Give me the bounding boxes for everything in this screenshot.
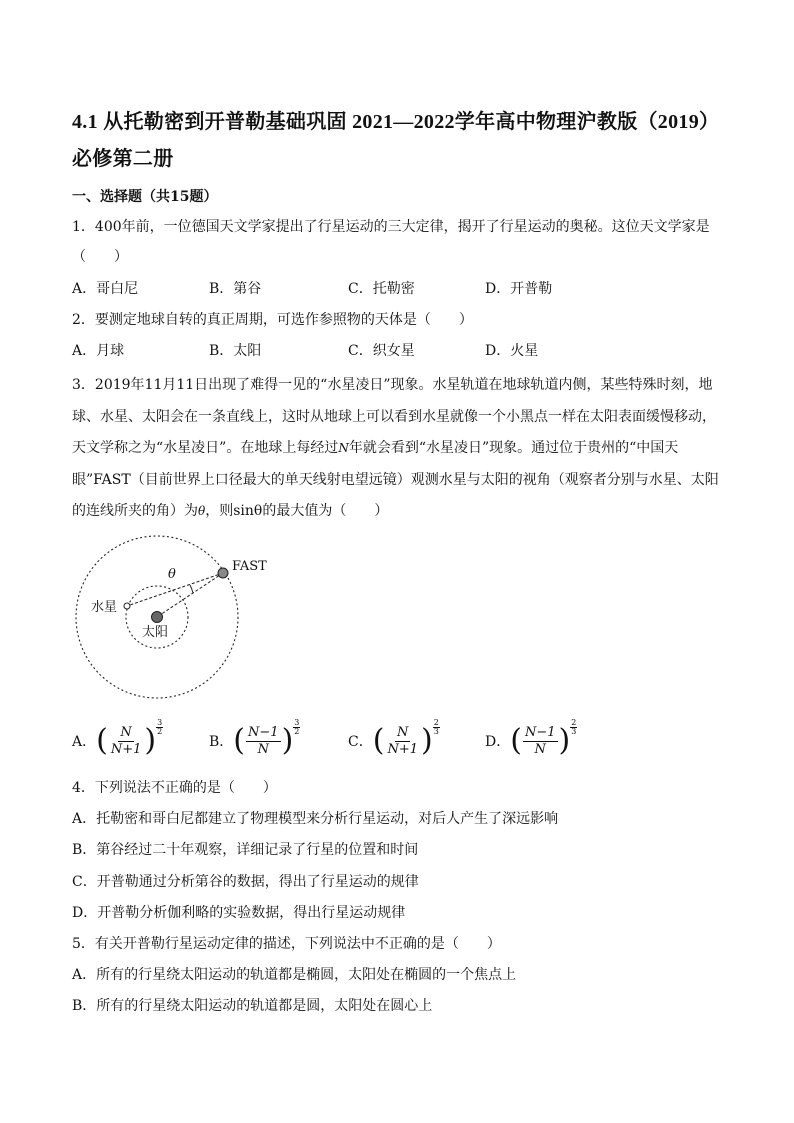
exponent-numerator: 2 — [571, 717, 577, 727]
question-2-option-c: C．织女星 — [348, 343, 415, 359]
fast-icon — [218, 568, 228, 578]
question-5-option-a: A．所有的行星绕太阳运动的轨道都是椭圆，太阳处在椭圆的一个焦点上 — [72, 967, 517, 983]
exponent — [293, 719, 300, 736]
fraction — [523, 725, 558, 758]
question-5-option-b: B．所有的行星绕太阳运动的轨道都是圆，太阳处在圆心上 — [72, 998, 433, 1014]
right-paren: ) — [558, 723, 571, 758]
question-3-option-a — [72, 717, 163, 762]
exponent-numerator: 3 — [157, 717, 163, 727]
fraction — [246, 725, 281, 758]
denominator: N — [534, 741, 546, 757]
left-paren: ( — [372, 723, 385, 758]
question-2-option-a: A．月球 — [72, 343, 125, 359]
question-5-text: 5．有关开普勒行星运动定律的描述，下列说法中不正确的是（ ） — [72, 936, 501, 952]
fraction — [109, 725, 144, 758]
question-1-text: 1．400年前，一位德国天文学家提出了行星运动的三大定律，揭开了行星运动的奥秘。这位天文学家是 — [72, 219, 710, 235]
mercury-icon — [124, 603, 130, 609]
question-3-text-part2: 年就会看到“水星凌日”现象。通过位于贵州的“中国天眼”FAST（目前世界上口径最大的单天线射电望远镜）观测水星与太阳的视角（观察者分别与水星、太阳的连线所夹的角）为 — [72, 440, 719, 519]
question-4-option-c: C．开普勒通过分析第谷的数据，得出了行星运动的规律 — [72, 874, 419, 890]
option-label: B． — [209, 734, 234, 750]
question-4-option-a: A．托勒密和哥白尼都建立了物理模型来分析行星运动，对后人产生了深远影响 — [72, 811, 559, 827]
fraction — [385, 725, 420, 758]
exponent-denominator: 3 — [571, 726, 577, 736]
denominator: N — [257, 741, 269, 757]
denominator: N+1 — [110, 741, 142, 757]
exponent-denominator: 2 — [294, 726, 300, 736]
question-1-paren: （ ） — [72, 249, 128, 265]
question-3-text — [72, 370, 720, 528]
right-paren: ) — [281, 723, 294, 758]
question-3-var-theta: θ — [198, 504, 206, 518]
page-title: 4.1 从托勒密到开普勒基础巩固 2021—2022学年高中物理沪教版（2019）必修第二册 — [72, 111, 720, 170]
left-paren: ( — [510, 723, 522, 758]
question-1-option-c: C．托勒密 — [348, 281, 415, 297]
question-4-option-d: D．开普勒分析伽利略的实验数据，得出行星运动规律 — [72, 905, 406, 921]
exponent — [433, 719, 440, 736]
sun-icon — [152, 612, 163, 623]
numerator: N — [120, 724, 132, 740]
option-label: C． — [348, 734, 373, 750]
question-1-option-a: A．哥白尼 — [72, 281, 139, 297]
right-paren: ) — [144, 723, 157, 758]
question-2-text: 2．要测定地球自转的真正周期，可选作参照物的天体是（ ） — [72, 312, 473, 328]
question-3-text-part3: ，则sinθ的最大值为（ ） — [205, 503, 389, 519]
exponent-numerator: 2 — [433, 717, 439, 727]
mercury-label: 水星 — [91, 600, 118, 615]
question-4-option-b: B．第谷经过二十年观察，详细记录了行星的位置和时间 — [72, 842, 419, 858]
option-label: D． — [485, 734, 511, 750]
sun-label: 太阳 — [142, 625, 169, 640]
orbit-diagram — [72, 533, 272, 703]
question-3-option-c — [348, 717, 440, 762]
question-2-option-b: B．太阳 — [209, 343, 262, 359]
question-3-text-part1: 3．2019年11月11日出现了难得一见的“水星凌日”现象。水星轨道在地球轨道内侧，某些特殊时刻，地球、水星、太阳会在一条直线上，这时从地球上可以看到水星就像一个小黑点一样在太阳表面缓慢移动，天文学称之为“水星凌日”。在地球上每经过 — [72, 377, 716, 456]
theta-arc — [190, 585, 193, 593]
right-paren: ) — [420, 723, 433, 758]
exponent-denominator: 2 — [157, 726, 163, 736]
fast-to-sun-line — [157, 573, 223, 617]
exponent — [156, 719, 163, 736]
numerator: N−1 — [524, 724, 556, 740]
section-heading: 一、选择题（共15题） — [72, 189, 218, 205]
denominator: N+1 — [387, 741, 418, 757]
question-1-option-d: D．开普勒 — [485, 281, 553, 297]
numerator: N — [397, 724, 409, 740]
question-2-option-d: D．火星 — [485, 343, 539, 359]
left-paren: ( — [96, 723, 108, 758]
numerator: N−1 — [248, 724, 279, 740]
option-label: A． — [72, 734, 97, 750]
question-3-option-d — [485, 717, 577, 762]
question-3-var-n: N — [338, 441, 349, 455]
left-paren: ( — [233, 723, 246, 758]
exponent-denominator: 3 — [433, 726, 439, 736]
exponent-numerator: 3 — [294, 717, 300, 727]
exponent — [570, 719, 577, 736]
question-4-text: 4．下列说法不正确的是（ ） — [72, 780, 277, 796]
theta-label: θ — [168, 567, 176, 582]
question-3-option-b — [209, 717, 300, 762]
fast-label: FAST — [232, 559, 267, 574]
question-1-option-b: B．第谷 — [209, 281, 262, 297]
